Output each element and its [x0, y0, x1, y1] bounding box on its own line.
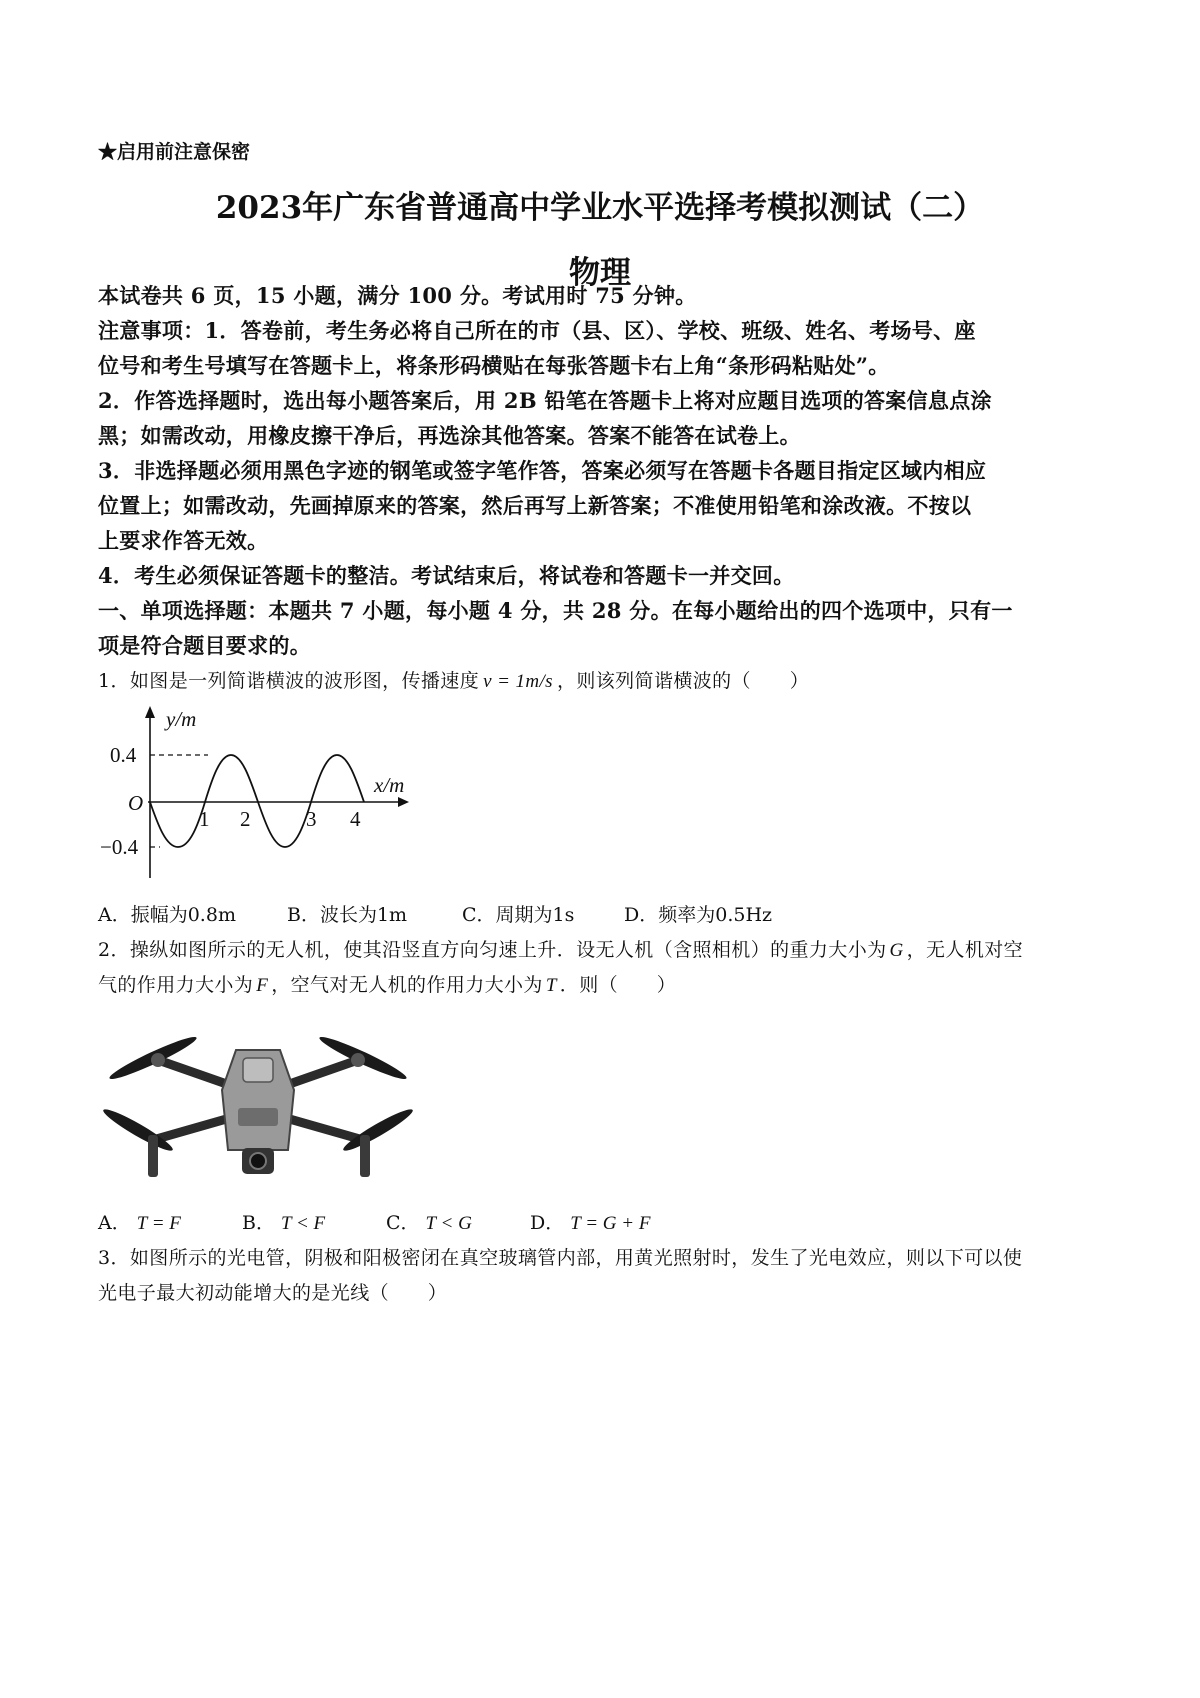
question-2-option-b	[242, 1208, 325, 1235]
var-f: F	[256, 975, 269, 996]
notice-line: 3．非选择题必须用黑色字迹的钢笔或签字笔作答，答案必须写在答题卡各题目指定区域内相应	[98, 458, 987, 483]
question-1-option-a: A．振幅为0.8m	[98, 904, 236, 926]
drone-photo	[98, 1010, 418, 1190]
option-letter: D．	[530, 1212, 565, 1234]
x-axis-arrow	[398, 797, 409, 807]
option-expression: T = G + F	[570, 1213, 651, 1234]
drone-top-cover	[243, 1058, 273, 1082]
propeller	[340, 1105, 415, 1155]
x-tick-label: 4	[350, 807, 361, 831]
x-tick-label: 2	[240, 807, 251, 831]
x-tick-label: 1	[199, 807, 210, 831]
option-letter: B．	[242, 1212, 275, 1234]
velocity-expression: v = 1m/s	[483, 671, 553, 692]
var-g: G	[889, 940, 904, 961]
question-2-stem-text: ，无人机对空	[906, 939, 1024, 961]
y-tick-label: 0.4	[110, 743, 137, 767]
section-title: 项是符合题目要求的。	[98, 633, 311, 658]
notice-line: 2．作答选择题时，选出每小题答案后，用 2B 铅笔在答题卡上将对应题目选项的答案信息点涂	[98, 388, 992, 413]
drone-leg	[148, 1135, 158, 1177]
page-title: 2023年广东省普通高中学业水平选择考模拟测试（二）	[215, 190, 985, 226]
x-tick-label: 3	[306, 807, 317, 831]
notice-line: 黑；如需改动，用橡皮擦干净后，再选涂其他答案。答案不能答在试卷上。	[98, 423, 801, 448]
question-2-stem-text: ，空气对无人机的作用力大小为	[271, 974, 543, 996]
question-1-option-c: C．周期为1s	[462, 904, 575, 926]
question-2-stem	[98, 970, 676, 997]
y-axis-label: y/m	[166, 707, 197, 731]
exam-summary: 本试卷共 6 页，15 小题，满分 100 分。考试用时 75 分钟。	[98, 283, 697, 308]
question-2-stem-text: ．则（ ）	[559, 974, 677, 996]
question-1-option-d: D．频率为0.5Hz	[624, 904, 773, 926]
y-axis-arrow	[145, 706, 155, 718]
question-3-stem: 3．如图所示的光电管，阴极和阳极密闭在真空玻璃管内部，用黄光照射时，发生了光电效应，则以下可以使	[98, 1247, 1023, 1269]
option-expression: T = F	[136, 1213, 181, 1234]
option-expression: T < F	[280, 1213, 326, 1234]
question-2-option-c	[386, 1208, 472, 1235]
subject-title: 物理	[569, 255, 631, 291]
wave-curve	[150, 755, 364, 847]
notice-line: 上要求作答无效。	[98, 528, 269, 553]
question-1-stem	[98, 666, 809, 693]
option-letter: A．	[98, 1212, 131, 1234]
option-expression: T < G	[425, 1213, 472, 1234]
y-tick-label: −0.4	[100, 835, 139, 859]
propeller	[100, 1105, 175, 1155]
drone-leg	[360, 1135, 370, 1177]
origin-label: O	[128, 791, 144, 815]
notice-line: 4．考生必须保证答题卡的整洁。考试结束后，将试卷和答题卡一并交回。	[98, 563, 795, 588]
motor	[151, 1053, 165, 1067]
question-2-stem-text: 2．操纵如图所示的无人机，使其沿竖直方向匀速上升．设无人机（含照相机）的重力大小为	[98, 939, 887, 961]
question-2-option-d	[530, 1208, 650, 1235]
camera-lens-icon	[250, 1153, 266, 1169]
question-1-stem-text: 1．如图是一列简谐横波的波形图，传播速度	[98, 670, 480, 692]
notice-line: 注意事项：1．答卷前，考生务必将自己所在的市（县、区）、学校、班级、姓名、考场号、座	[98, 318, 976, 343]
var-t: T	[545, 975, 557, 996]
option-letter: C．	[386, 1212, 420, 1234]
question-2-stem	[98, 935, 1023, 962]
question-3-stem: 光电子最大初动能增大的是光线（ ）	[98, 1282, 448, 1304]
section-title: 一、单项选择题：本题共 7 小题，每小题 4 分，共 28 分。在每小题给出的四个选项中，只有一	[98, 598, 1013, 623]
question-2-stem-text: 气的作用力大小为	[98, 974, 254, 996]
wave-graph	[98, 700, 443, 885]
confidential-label: ★启用前注意保密	[98, 141, 251, 163]
x-axis-label: x/m	[374, 773, 405, 797]
notice-line: 位置上；如需改动，先画掉原来的答案，然后再写上新答案；不准使用铅笔和涂改液。不按以	[98, 493, 972, 518]
notice-line: 位号和考生号填写在答题卡上，将条形码横贴在每张答题卡右上角“条形码粘贴处”。	[98, 353, 890, 378]
drone-vent	[238, 1108, 278, 1126]
question-1-stem-tail: ，则该列简谐横波的（ ）	[556, 670, 810, 692]
motor	[351, 1053, 365, 1067]
question-2-option-a	[98, 1208, 181, 1235]
question-1-option-b: B．波长为1m	[287, 904, 408, 926]
